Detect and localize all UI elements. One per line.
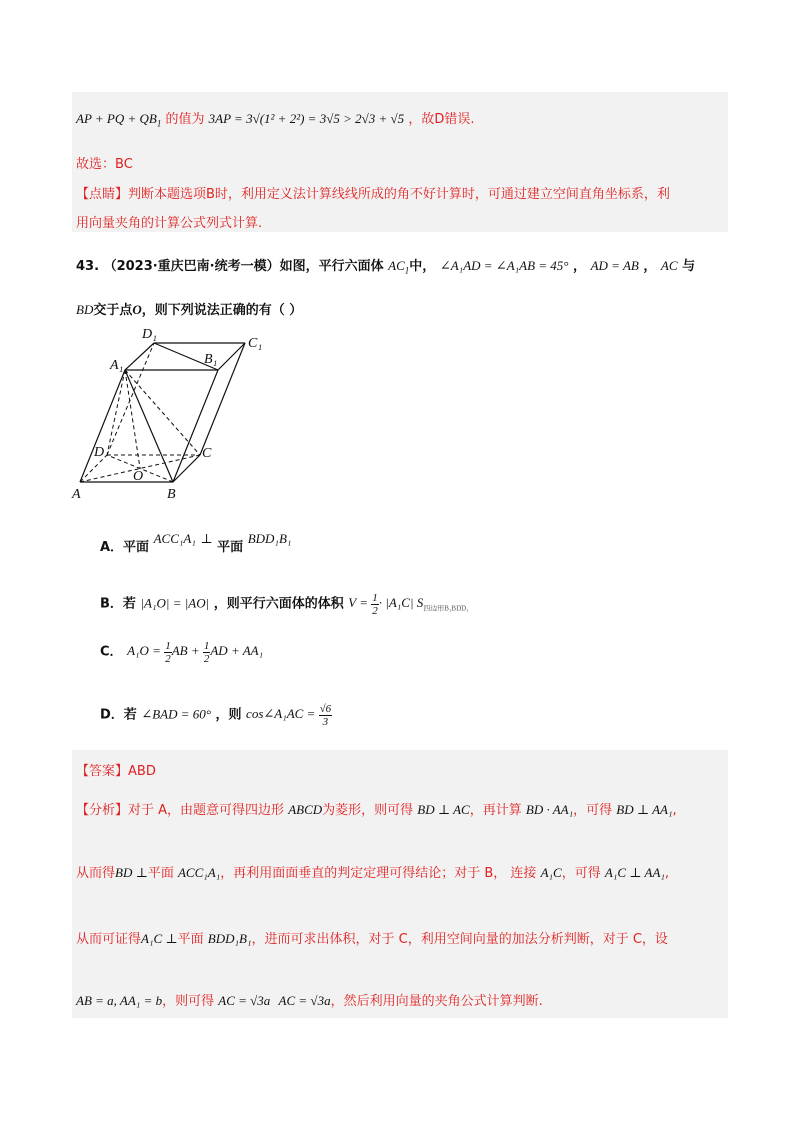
edge-b-c xyxy=(173,455,200,482)
answer-value: ABD xyxy=(128,764,156,779)
condition-angles: ∠A₁AD = ∠A₁AB = 45° xyxy=(439,258,569,273)
analysis-line-2: 从而得BD ⊥平面 ACC₁A₁，再利用面面垂直的判定定理可得结论；对于 B， 连接 A₁C，可得 A₁C ⊥ AA₁, xyxy=(76,865,670,881)
question-intersect: 交于点 xyxy=(93,303,133,318)
question-number: 43. xyxy=(76,259,100,274)
edge-c1-b1 xyxy=(218,343,245,370)
option-b-formula: V = $\frac{1}{2}$ · |A₁C| $S_{四边形B_1BDD_1}$ xyxy=(348,592,469,617)
label-a: A xyxy=(72,487,81,502)
comment-line-2: 用向量夹角的计算公式列式计算. xyxy=(76,216,263,231)
analysis-tag: 【分析】 xyxy=(76,803,129,818)
option-d-condition: ∠BAD = 60° xyxy=(141,706,211,722)
option-d-label: D．若 xyxy=(100,707,137,723)
answer-box xyxy=(72,750,728,1018)
label-o: O xyxy=(133,469,144,484)
diagonal-bd: BD xyxy=(76,302,94,317)
comment-line-1 xyxy=(76,183,670,202)
diagonal-ac: AC xyxy=(660,258,678,273)
expr-path-sum: AP + PQ + $QB_1$ xyxy=(76,111,162,129)
answer-line xyxy=(76,760,156,779)
comma-2: ， xyxy=(643,259,657,274)
value-text: 的值为 xyxy=(165,112,205,127)
option-b-label: B．若 xyxy=(100,596,136,612)
question-line-2 xyxy=(76,299,302,318)
question-zhong: 中， xyxy=(409,259,436,274)
option-d-text: ，则 xyxy=(215,707,242,723)
question-yu: 与 xyxy=(682,259,696,274)
option-a-plane-2: BDD₁B₁ xyxy=(247,531,292,546)
option-c xyxy=(100,640,263,665)
question-line-1 xyxy=(76,255,695,276)
option-c-label: C． xyxy=(100,644,123,660)
point-o: O xyxy=(132,302,142,317)
option-b xyxy=(100,592,469,617)
conclusion-text: ，故D错误. xyxy=(408,112,475,127)
question-source: （2023·重庆巴南·统考一模） xyxy=(103,259,280,274)
analysis-line-1: 【分析】对于 A，由题意可得四边形 ABCD为菱形，则可得 BD ⊥ AC，再计算 BD · AA₁，可得 BD ⊥ AA₁, xyxy=(76,802,677,818)
solution-line-1 xyxy=(76,108,474,129)
option-b-text: ，则平行六面体的体积 xyxy=(213,596,344,612)
label-b1: B₁ xyxy=(204,352,218,367)
parallelepiped-figure xyxy=(70,320,290,505)
option-b-condition: |A₁O| = |AO| xyxy=(140,595,210,611)
label-c: C xyxy=(202,446,212,461)
body-name: $AC_1$ xyxy=(388,258,410,276)
comma-1: ， xyxy=(573,259,587,274)
edge-a1-d1 xyxy=(125,343,154,370)
option-a xyxy=(100,531,292,555)
analysis-line-4: AB = a, AA₁ = b，则可得 AC = √3a AC = √3a，然后利用向量的夹角公式计算判断. xyxy=(76,993,543,1009)
segment-a1-d xyxy=(107,370,125,455)
option-a-plane-1: ACC₁A₁ xyxy=(153,531,196,546)
option-d xyxy=(100,703,332,728)
comment-tag: 【点睛】 xyxy=(76,187,129,202)
label-a1: A₁ xyxy=(110,358,124,373)
select-line: 故选：BC xyxy=(76,157,133,172)
option-a-label: A．平面 xyxy=(100,540,150,555)
answer-tag: 【答案】 xyxy=(76,764,129,779)
expr-value: 3AP = 3√(1² + 2²) = 3√5 > 2√3 + √5 xyxy=(208,111,405,126)
label-d: D xyxy=(94,445,105,460)
comment-text-1: 判断本题选项B时，利用定义法计算线线所成的角不好计算时，可通过建立空间直角坐标系，利 xyxy=(128,187,670,202)
option-a-perp: ⊥ xyxy=(200,531,213,546)
label-c1: C₁ xyxy=(248,336,263,351)
option-c-formula: A₁O = $\frac{1}{2}$ AB + $\frac{1}{2}$ AD + AA₁ xyxy=(127,640,264,665)
question-prompt: ，则下列说法正确的有（ ） xyxy=(141,303,303,318)
analysis-line-3: 从而可证得A₁C ⊥平面 BDD₁B₁，进而可求出体积，对于 C，利用空间向量的加法分析判断，对于 C，设 xyxy=(76,931,668,947)
condition-sides: AD = AB xyxy=(590,258,639,273)
question-text-1: 如图，平行六面体 xyxy=(279,259,384,274)
label-d1: D₁ xyxy=(142,327,157,342)
label-b: B xyxy=(167,487,176,502)
option-a-mid: 平面 xyxy=(217,540,244,555)
edge-a-a1 xyxy=(80,370,125,482)
segment-a1-o xyxy=(125,370,140,468)
option-d-formula: cos∠A₁AC = $\frac{√6}{3}$ xyxy=(246,703,332,728)
